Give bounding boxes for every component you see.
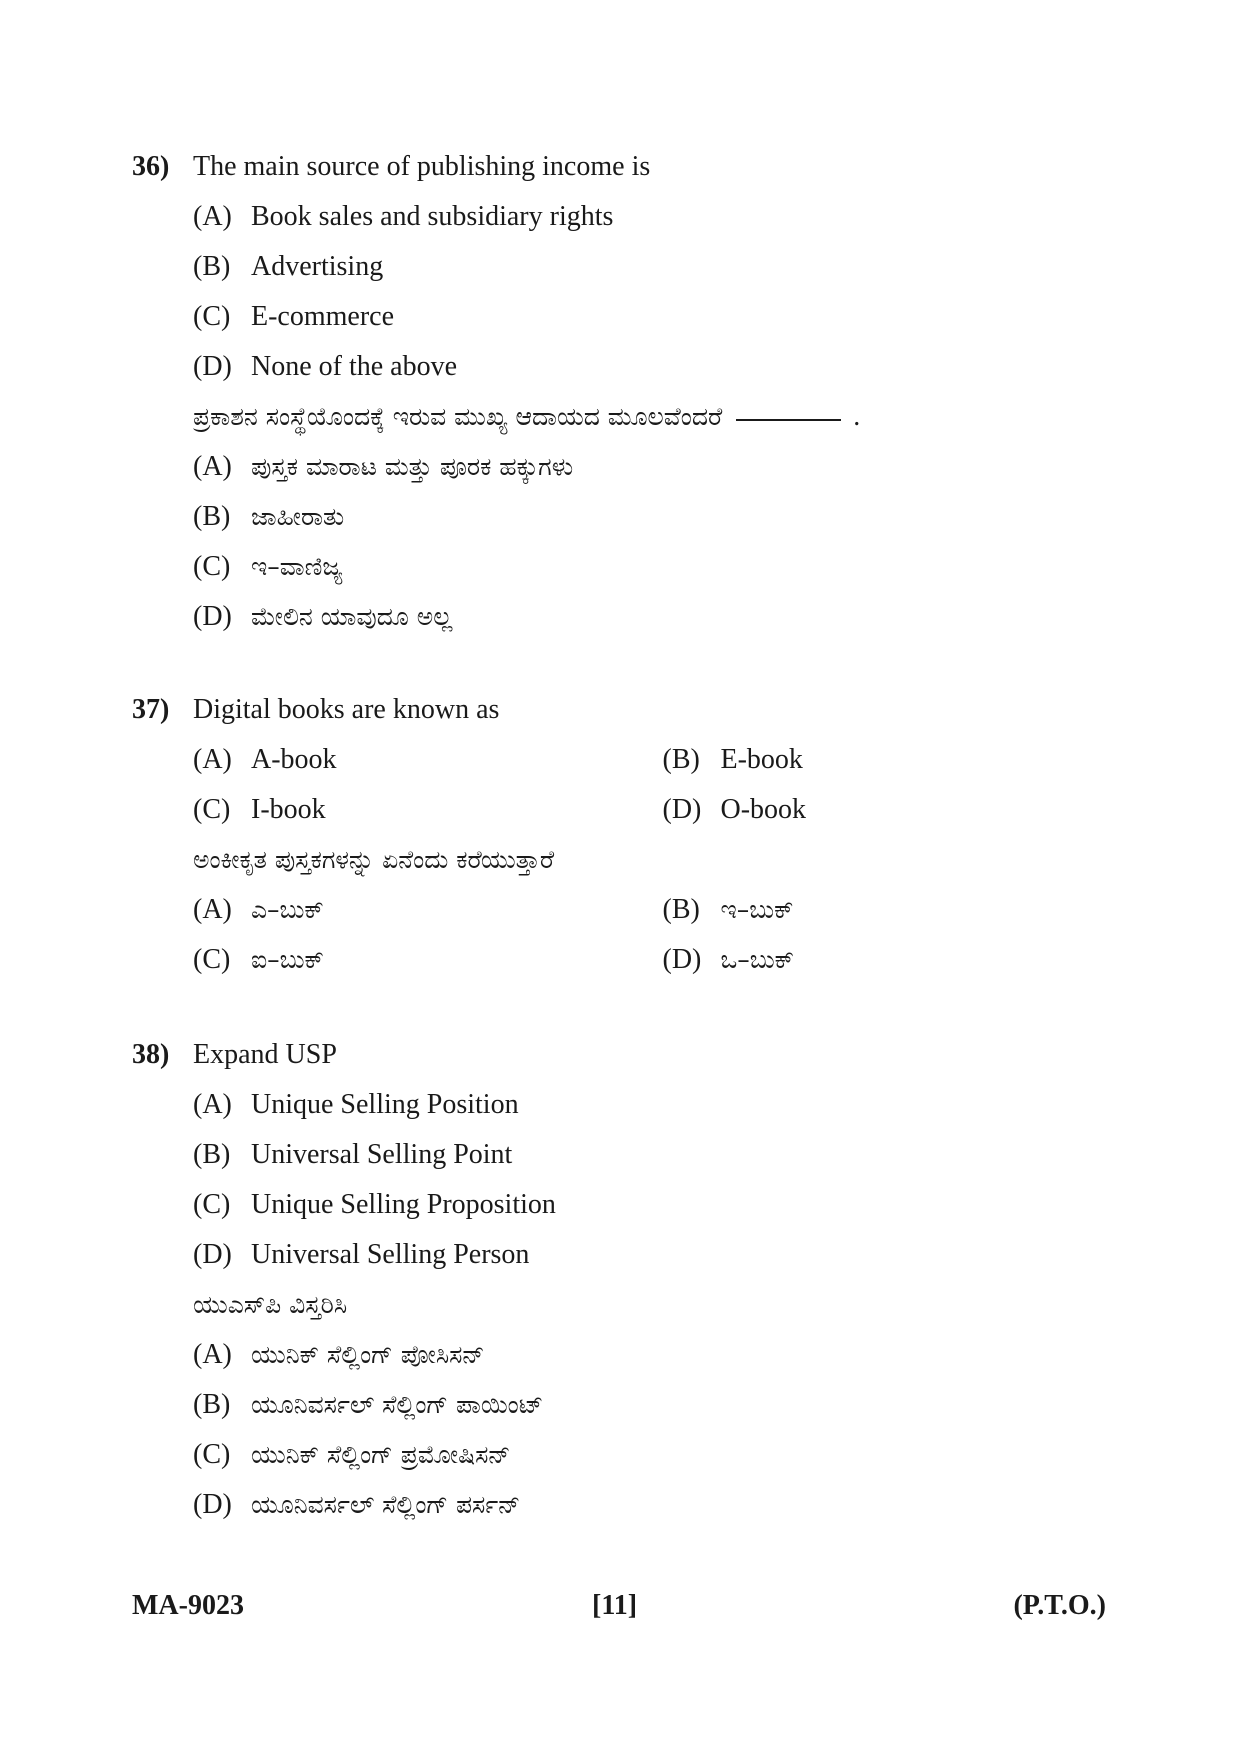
option-kn <box>193 442 1132 492</box>
option-row <box>193 935 1132 985</box>
question-text-kn-row <box>193 1280 1132 1330</box>
option-letter: (D) <box>193 1239 232 1270</box>
option-text: Book sales and subsidiary rights <box>251 201 614 232</box>
option-text: ಪುಸ್ತಕ ಮಾರಾಟ ಮತ್ತು ಪೂರಕ ಹಕ್ಕುಗಳು <box>251 452 574 481</box>
question-text-kn-row <box>193 392 1132 442</box>
question-stem <box>132 142 1132 192</box>
option-letter: (A) <box>193 1089 232 1120</box>
option-letter: (B) <box>662 894 700 925</box>
option-text: ಎ–ಬುಕ್ <box>251 895 324 924</box>
option-kn <box>193 935 663 985</box>
option-letter: (C) <box>193 1439 231 1470</box>
question-number: 38) <box>132 1039 170 1070</box>
option-letter: (C) <box>193 301 231 332</box>
option-en <box>193 1080 1132 1130</box>
option-en <box>193 292 1132 342</box>
option-letter: (A) <box>193 744 232 775</box>
question-stem <box>132 685 1132 735</box>
option-letter: (D) <box>193 351 232 382</box>
question-37 <box>132 685 1132 985</box>
answer-blank <box>736 419 841 421</box>
option-letter: (A) <box>193 894 232 925</box>
option-letter: (C) <box>193 794 231 825</box>
option-text: ಯುನಿಕ್ ಸೆಲ್ಲಿಂಗ್ ಪ್ರಮೋಷಿಸನ್ <box>251 1440 511 1469</box>
option-text: I-book <box>251 794 326 825</box>
option-text: E-book <box>720 744 803 775</box>
option-text: ಯೂನಿವರ್ಸಲ್ ಸೆಲ್ಲಿಂಗ್ ಪಾಯಿಂಟ್ <box>251 1390 544 1419</box>
option-row <box>193 785 1132 835</box>
option-letter: (C) <box>193 1189 231 1220</box>
option-text: ಯೂನಿವರ್ಸಲ್ ಸೆಲ್ಲಿಂಗ್ ಪರ್ಸನ್ <box>251 1490 521 1519</box>
exam-code: MA-9023 <box>132 1590 244 1621</box>
option-letter: (B) <box>193 251 231 282</box>
option-row <box>193 735 1132 785</box>
question-text-kn: ಪ್ರಕಾಶನ ಸಂಸ್ಥೆಯೊಂದಕ್ಕೆ ಇರುವ ಮುಖ್ಯ ಆದಾಯದ ಮೂಲವೆಂದರೆ <box>193 402 723 431</box>
option-kn <box>193 592 1132 642</box>
option-kn <box>193 492 1132 542</box>
option-letter: (D) <box>662 944 702 975</box>
option-text: ಇ–ಬುಕ್ <box>720 895 794 924</box>
question-text-kn: ಯುಎಸ್‌ಪಿ ವಿಸ್ತರಿಸಿ <box>193 1290 348 1319</box>
question-38 <box>132 1030 1132 1530</box>
option-letter: (D) <box>662 794 702 825</box>
option-en <box>193 1130 1132 1180</box>
question-number: 36) <box>132 151 170 182</box>
option-en <box>193 1230 1132 1280</box>
option-en <box>193 242 1132 292</box>
option-letter: (B) <box>193 1389 231 1420</box>
option-letter: (A) <box>193 451 232 482</box>
please-turn-over: (P.T.O.) <box>1013 1590 1106 1621</box>
question-36 <box>132 142 1132 642</box>
option-text: None of the above <box>251 351 458 382</box>
question-text-kn: ಅಂಕೀಕೃತ ಪುಸ್ತಕಗಳನ್ನು ಏನೆಂದು ಕರೆಯುತ್ತಾರೆ <box>193 845 555 874</box>
option-kn <box>193 1330 1132 1380</box>
option-letter: (A) <box>193 1339 232 1370</box>
option-text: Unique Selling Proposition <box>251 1189 556 1220</box>
option-text: ಯುನಿಕ್ ಸೆಲ್ಲಿಂಗ್ ಪೋಸಿಸನ್ <box>251 1340 485 1369</box>
option-en <box>193 192 1132 242</box>
option-row <box>193 885 1132 935</box>
question-text-kn-row <box>193 835 1132 885</box>
option-letter: (D) <box>193 601 232 632</box>
option-text: ಜಾಹೀರಾತು <box>251 502 345 531</box>
option-letter: (B) <box>193 1139 231 1170</box>
option-en <box>193 342 1132 392</box>
option-text: Universal Selling Person <box>251 1239 530 1270</box>
option-letter: (C) <box>193 551 231 582</box>
question-number: 37) <box>132 694 170 725</box>
option-kn <box>193 1480 1132 1530</box>
question-text-en: The main source of publishing income is <box>193 151 651 182</box>
question-text-en: Digital books are known as <box>193 694 500 725</box>
question-text-en: Expand USP <box>193 1039 337 1070</box>
option-letter: (D) <box>193 1489 232 1520</box>
option-text: Advertising <box>251 251 384 282</box>
option-kn <box>193 1380 1132 1430</box>
option-en <box>193 1180 1132 1230</box>
option-kn <box>193 1430 1132 1480</box>
option-letter: (B) <box>662 744 700 775</box>
option-kn <box>193 885 663 935</box>
option-letter: (B) <box>193 501 231 532</box>
option-en <box>193 785 663 835</box>
option-text: ಮೇಲಿನ ಯಾವುದೂ ಅಲ್ಲ <box>251 602 453 631</box>
option-letter: (C) <box>193 944 231 975</box>
option-kn <box>663 935 1133 985</box>
option-text: A-book <box>251 744 337 775</box>
option-kn <box>663 885 1133 935</box>
question-stem <box>132 1030 1132 1080</box>
option-text: ಇ–ವಾಣಿಜ್ಯ <box>251 552 343 581</box>
option-en <box>193 735 663 785</box>
option-en <box>663 785 1133 835</box>
option-text: ಒ–ಬುಕ್ <box>720 945 795 974</box>
sentence-end: . <box>853 401 861 432</box>
option-text: Unique Selling Position <box>251 1089 519 1120</box>
option-letter: (A) <box>193 201 232 232</box>
option-kn <box>193 542 1132 592</box>
option-text: O-book <box>720 794 807 825</box>
option-text: E-commerce <box>251 301 395 332</box>
option-en <box>663 735 1133 785</box>
option-text: ಐ–ಬುಕ್ <box>251 945 324 974</box>
page-number: [11] <box>592 1590 638 1621</box>
option-text: Universal Selling Point <box>251 1139 513 1170</box>
